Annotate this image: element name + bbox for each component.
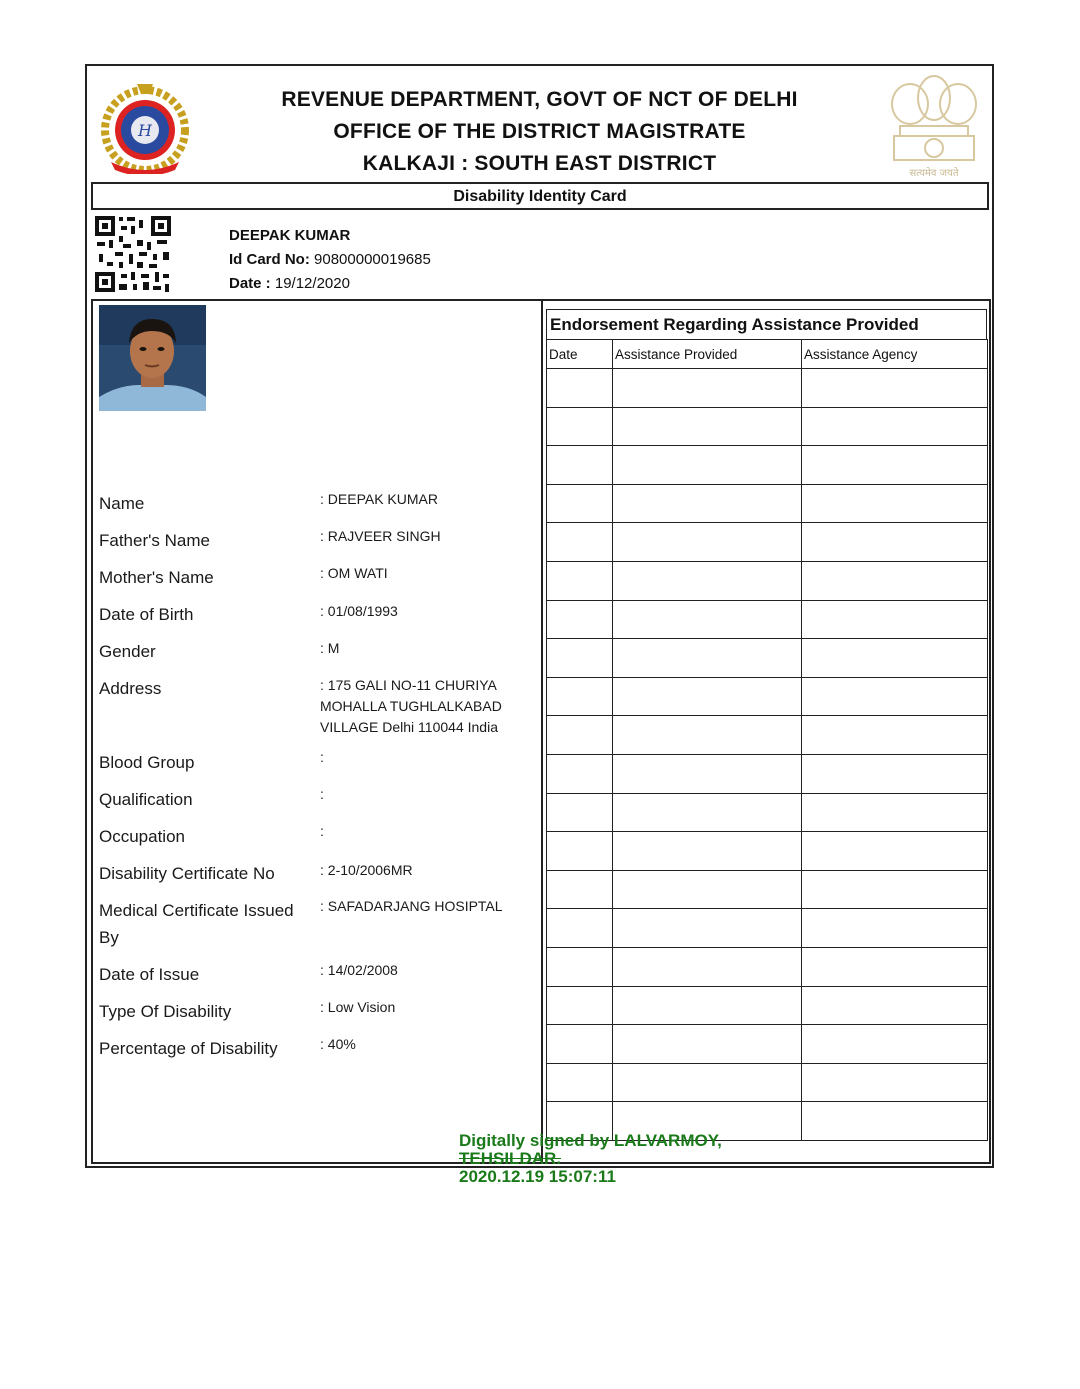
field-value-occupation: :: [320, 823, 324, 839]
field-label-occupation: Occupation: [99, 827, 185, 846]
endorsement-row: [547, 407, 988, 446]
digital-signature: [459, 1132, 722, 1186]
endorsement-cell: [613, 1063, 802, 1102]
field-value-address: : 175 GALI NO-11 CHURIYA MOHALLA TUGHLALKABAD VILLAGE Delhi 110044 India: [320, 677, 502, 735]
endorsement-cell: [613, 754, 802, 793]
endorsement-cell: [613, 716, 802, 755]
field-value-disability-type: : Low Vision: [320, 999, 396, 1015]
endorsement-row: [547, 986, 988, 1025]
field-value-mother: : OM WATI: [320, 565, 388, 581]
endorsement-cell: [802, 677, 988, 716]
endorsement-row: [547, 600, 988, 639]
endorsement-cell: [547, 716, 613, 755]
endorsement-row: [547, 639, 988, 678]
field-label-dob: Date of Birth: [99, 605, 194, 624]
id-card-label: Id Card No:: [229, 251, 310, 268]
field-value-date-of-issue: : 14/02/2008: [320, 962, 398, 978]
ashoka-emblem-logo: [880, 72, 988, 182]
endorsement-cell: [547, 870, 613, 909]
endorsement-cell: [613, 407, 802, 446]
endorsement-cell: [802, 523, 988, 562]
field-label-mother: Mother's Name: [99, 568, 214, 587]
column-header-assistance-agency: Assistance Agency: [802, 340, 988, 369]
endorsement-cell: [802, 832, 988, 871]
card-title: Disability Identity Card: [91, 182, 989, 210]
endorsement-cell: [802, 947, 988, 986]
endorsement-cell: [547, 677, 613, 716]
endorsement-row: [547, 832, 988, 871]
endorsement-cell: [547, 1063, 613, 1102]
endorsement-cell: [547, 947, 613, 986]
endorsement-cell: [802, 986, 988, 1025]
header-line-1: REVENUE DEPARTMENT, GOVT OF NCT OF DELHI: [281, 88, 798, 111]
endorsement-row: [547, 870, 988, 909]
endorsement-cell: [613, 523, 802, 562]
endorsement-cell: [547, 407, 613, 446]
endorsement-cell: [802, 446, 988, 485]
endorsement-cell: [613, 484, 802, 523]
endorsement-cell: [547, 909, 613, 948]
endorsement-cell: [802, 793, 988, 832]
endorsement-cell: [547, 369, 613, 408]
field-value-blood-group: :: [320, 749, 324, 765]
endorsement-row: [547, 754, 988, 793]
endorsement-cell: [547, 600, 613, 639]
signature-line-1: Digitally signed by LALVARMOY,: [459, 1131, 722, 1150]
field-label-blood-group: Blood Group: [99, 753, 195, 772]
endorsement-table: [546, 339, 988, 1141]
endorsement-cell: [613, 832, 802, 871]
endorsement-row: [547, 369, 988, 408]
endorsement-row: [547, 561, 988, 600]
signature-line-2: TEHSILDAR.: [459, 1149, 561, 1168]
emblem-motto: सत्यमेव जयते: [909, 168, 959, 179]
endorsement-cell: [613, 561, 802, 600]
endorsement-cell: [547, 561, 613, 600]
endorsement-row: [547, 716, 988, 755]
personal-details-panel: [91, 299, 543, 1164]
endorsement-cell: [547, 523, 613, 562]
signature-timestamp: 2020.12.19 15:07:11: [459, 1167, 616, 1186]
endorsement-cell: [802, 909, 988, 948]
field-label-medical-issued-by: Medical Certificate Issued By: [99, 901, 294, 947]
endorsement-cell: [547, 446, 613, 485]
endorsement-row: [547, 1063, 988, 1102]
svg-text:H: H: [138, 121, 152, 140]
endorsement-cell: [802, 600, 988, 639]
endorsement-cell: [613, 600, 802, 639]
field-label-date-of-issue: Date of Issue: [99, 965, 200, 984]
field-label-gender: Gender: [99, 642, 156, 661]
endorsement-row: [547, 1025, 988, 1064]
endorsement-cell: [613, 639, 802, 678]
endorsement-row: [547, 523, 988, 562]
endorsement-row: [547, 793, 988, 832]
endorsement-cell: [802, 1063, 988, 1102]
field-value-qualification: :: [320, 786, 324, 802]
endorsement-rows: [547, 369, 988, 1141]
endorsement-cell: [547, 484, 613, 523]
id-card-number: 90800000019685: [314, 251, 431, 268]
field-label-disability-percentage: Percentage of Disability: [99, 1039, 278, 1058]
endorsement-cell: [547, 986, 613, 1025]
endorsement-row: [547, 677, 988, 716]
field-label-disability-type: Type Of Disability: [99, 1002, 232, 1021]
endorsement-cell: [613, 870, 802, 909]
column-header-assistance-provided: Assistance Provided: [613, 340, 802, 369]
endorsement-cell: [613, 1025, 802, 1064]
field-label-name: Name: [99, 494, 145, 513]
endorsement-cell: [802, 716, 988, 755]
endorsement-cell: [613, 947, 802, 986]
endorsement-panel: [541, 299, 991, 1164]
endorsement-cell: [802, 407, 988, 446]
endorsement-row: [547, 947, 988, 986]
endorsement-cell: [613, 677, 802, 716]
field-value-certificate-no: : 2-10/2006MR: [320, 862, 413, 878]
summary-name: DEEPAK KUMAR: [229, 227, 351, 244]
endorsement-title: Endorsement Regarding Assistance Provided: [546, 309, 987, 339]
endorsement-cell: [547, 1025, 613, 1064]
endorsement-row: [547, 909, 988, 948]
endorsement-header-row: [547, 340, 988, 369]
endorsement-cell: [613, 793, 802, 832]
endorsement-cell: [802, 754, 988, 793]
field-label-certificate-no: Disability Certificate No: [99, 864, 275, 883]
disability-identity-card: [85, 64, 994, 1168]
endorsement-cell: [802, 369, 988, 408]
header-line-3: KALKAJI : SOUTH EAST DISTRICT: [362, 152, 717, 175]
field-value-name: : DEEPAK KUMAR: [320, 491, 438, 507]
card-date: 19/12/2020: [274, 275, 350, 292]
field-value-disability-percentage: : 40%: [320, 1036, 356, 1052]
field-label-father: Father's Name: [99, 531, 210, 550]
endorsement-row: [547, 446, 988, 485]
column-header-date: Date: [547, 340, 613, 369]
endorsement-cell: [613, 909, 802, 948]
endorsement-cell: [613, 446, 802, 485]
endorsement-cell: [547, 639, 613, 678]
endorsement-cell: [547, 832, 613, 871]
qr-code: [93, 214, 173, 294]
field-value-medical-issued-by: : SAFADARJANG HOSIPTAL: [320, 898, 503, 914]
endorsement-cell: [802, 639, 988, 678]
endorsement-cell: [547, 754, 613, 793]
header-line-2: OFFICE OF THE DISTRICT MAGISTRATE: [333, 120, 746, 143]
endorsement-cell: [613, 986, 802, 1025]
endorsement-cell: [613, 369, 802, 408]
field-label-address: Address: [99, 679, 162, 698]
endorsement-cell: [802, 561, 988, 600]
field-label-qualification: Qualification: [99, 790, 193, 809]
date-label: Date :: [229, 275, 271, 292]
endorsement-cell: [802, 1025, 988, 1064]
endorsement-row: [547, 484, 988, 523]
card-header: [87, 66, 992, 182]
field-value-father: : RAJVEER SINGH: [320, 528, 441, 544]
endorsement-cell: [802, 870, 988, 909]
endorsement-cell: [547, 793, 613, 832]
holder-photo: [99, 305, 206, 411]
endorsement-cell: [802, 484, 988, 523]
card-summary: [229, 224, 431, 296]
field-value-dob: : 01/08/1993: [320, 603, 398, 619]
endorsement-cell: [802, 1102, 988, 1141]
field-value-gender: : M: [320, 640, 340, 656]
